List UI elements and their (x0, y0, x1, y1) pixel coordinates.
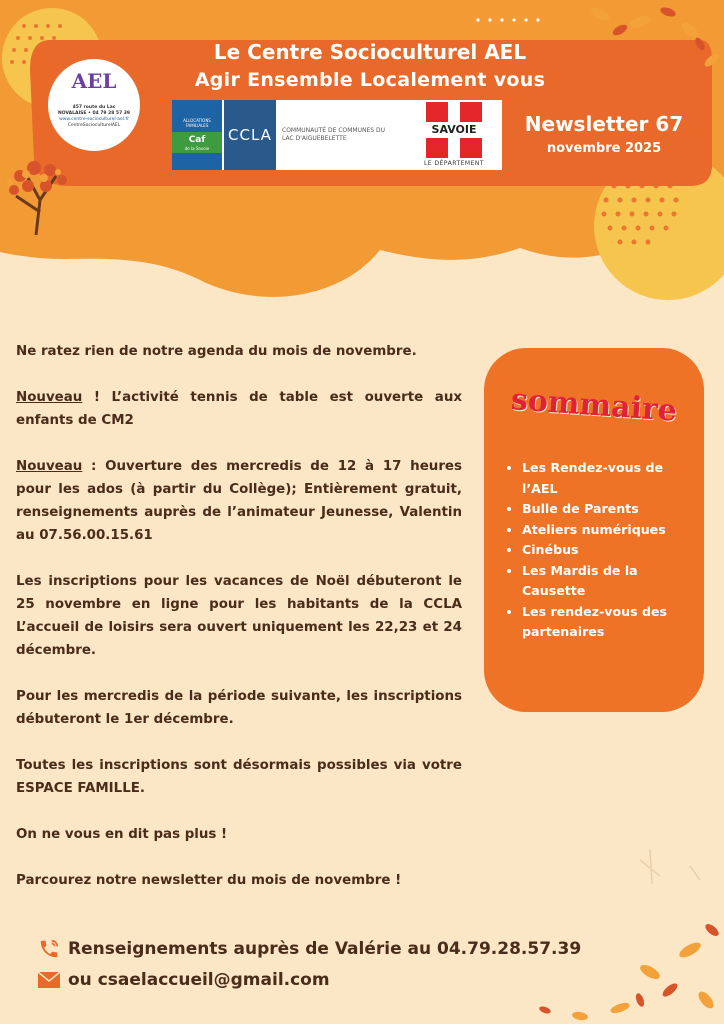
nouveau-label: Nouveau (16, 390, 83, 405)
savoie-word: SAVOIE (426, 122, 482, 138)
sommaire-item-rendez-vous-ael[interactable]: • Les Rendez-vous de l’AEL (522, 458, 696, 499)
caf-logo (172, 100, 222, 170)
contact-email-text[interactable]: ou csaelaccueil@gmail.com (68, 970, 330, 990)
ael-logo-facebook: CentreSocioculturelAEL (67, 123, 121, 128)
savoie-logo (406, 100, 502, 170)
newsletter-date: novembre 2025 (546, 141, 662, 156)
ael-logo-town-phone: NOVALAISE • 04 79 28 57 39 (57, 111, 131, 116)
header-title-line2: Agir Ensemble Localement vous (194, 69, 546, 91)
caf-bottom (172, 132, 222, 153)
newsletter-number: Newsletter 67 (524, 112, 684, 136)
caf-line2: FAMILIALES (185, 122, 209, 128)
caf-line1: ALLOCATIONS (183, 117, 211, 123)
ccla-name (276, 100, 406, 170)
sommaire-title: sommaire (509, 382, 679, 429)
ccla-logo: CCLA (224, 100, 276, 170)
header-title-line1: Le Centre Socioculturel AEL (213, 40, 527, 64)
paragraph-noel: Les inscriptions pour les vacances de Noël débuteront le 25 novembre en ligne pour les habitants de la CCLA L’accueil de loisirs sera ouvert uniquement les 22,23 et 24 décembre. (16, 574, 462, 658)
paragraph-espace-famille: Toutes les inscriptions sont désormais possibles via votre ESPACE FAMILLE. (16, 758, 462, 796)
ael-logo-address: 457 route du Lac (72, 105, 116, 110)
ael-logo-name: AEL (71, 69, 117, 93)
sommaire-item-rendez-vous-partenaires[interactable]: • Les rendez-vous des partenaires (522, 602, 696, 643)
envelope-icon (36, 971, 62, 989)
paragraph-tennis-text: ! L’activité tennis de table est ouverte aux enfants de CM2 (16, 390, 462, 428)
main-content (16, 340, 462, 915)
contact-phone-text: Renseignements auprès de Valérie au 04.79.28.57.39 (68, 939, 582, 959)
paragraph-teaser: On ne vous en dit pas plus ! (16, 827, 228, 842)
paragraph-mercredis-text: : Ouverture des mercredis de 12 à 17 heures pour les ados (à partir du Collège); Entièrement gratuit, renseignements auprès de l’animateur Jeunesse, Valentin au 07.56.00.15.61 (16, 459, 462, 543)
sommaire-list (506, 458, 696, 643)
contact-phone (36, 938, 581, 960)
caf-word: Caf (188, 134, 206, 145)
nouveau-label: Nouveau (16, 459, 83, 474)
sommaire-item-bulle-de-parents[interactable]: • Bulle de Parents (522, 499, 696, 520)
caf-region: de la Savoie (184, 145, 210, 151)
sommaire-item-ateliers-numeriques[interactable]: • Ateliers numériques (522, 520, 696, 541)
savoie-flag (426, 102, 482, 158)
ccla-line1: COMMUNAUTÉ DE COMMUNES DU (282, 127, 385, 134)
paragraph-agenda: Ne ratez rien de notre agenda du mois de novembre. (16, 344, 417, 359)
ael-logo (48, 59, 140, 151)
ccla-line2: LAC D'AIGUEBELETTE (282, 135, 347, 142)
sommaire-panel (484, 348, 704, 712)
paragraph-tennis (16, 386, 462, 432)
sommaire-item-cinebus[interactable]: • Cinébus (522, 540, 696, 561)
paragraph-periode-suivante: Pour les mercredis de la période suivante, les inscriptions débuteront le 1er décembre. (16, 689, 462, 727)
phone-icon (36, 938, 62, 960)
ael-logo-website: www.centre-socioculturel-ael.fr (59, 117, 129, 122)
paragraph-mercredis (16, 455, 462, 547)
partner-logos (172, 100, 502, 170)
sommaire-item-mardis-causette[interactable]: • Les Mardis de la Causette (522, 561, 696, 602)
paragraph-parcourez: Parcourez notre newsletter du mois de novembre ! (16, 873, 402, 888)
savoie-departement: LE DÉPARTEMENT (423, 160, 485, 167)
contact-email (36, 970, 330, 990)
